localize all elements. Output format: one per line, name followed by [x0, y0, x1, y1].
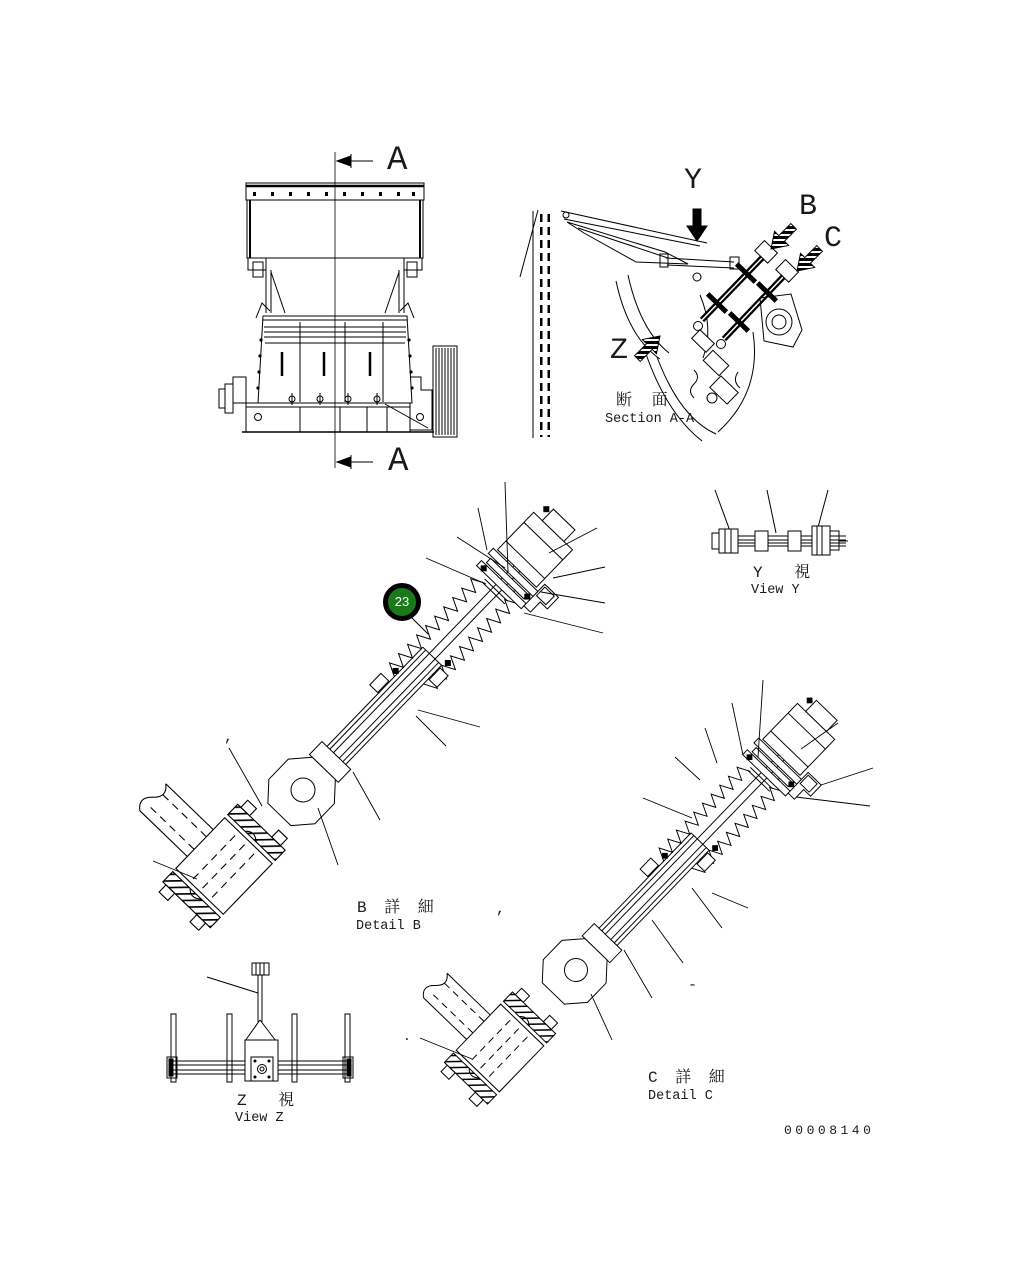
view-label-b: B — [799, 190, 818, 224]
section-label-a-top: A — [387, 142, 408, 180]
detail-b-title-ja: B 詳 細 — [357, 899, 434, 917]
section-arrow-top — [337, 154, 373, 168]
section-arrow-bottom — [337, 455, 373, 469]
detail-b-assembly — [105, 482, 605, 935]
view-label-y: Y — [684, 164, 703, 198]
detail-c-title-ja: C 詳 細 — [648, 1069, 725, 1087]
dot-mark: . — [403, 1029, 411, 1044]
detail-b-title-en: Detail B — [356, 919, 421, 934]
view-arrow-y — [687, 209, 707, 241]
detail-c-title-en: Detail C — [648, 1089, 713, 1104]
view-y-title-ja: Y 視 — [753, 564, 811, 582]
balloon-23[interactable] — [383, 583, 421, 621]
balloon-number: 23 — [394, 594, 410, 609]
comma-mark-left: , — [224, 729, 234, 746]
front-view-drawing — [219, 152, 457, 469]
section-title-en: Section A-A — [605, 412, 695, 427]
view-label-z: Z — [610, 334, 629, 368]
view-z-drawing — [167, 963, 353, 1082]
comma-mark-mid: , — [496, 901, 506, 918]
dash-mark: - — [688, 977, 698, 994]
pulley-stack — [433, 346, 457, 437]
view-y-title-en: View Y — [751, 583, 800, 598]
view-y-drawing — [712, 490, 848, 555]
detail-c-assembly — [391, 680, 873, 1111]
rim-bolts — [253, 192, 415, 196]
section-label-a-bottom: A — [388, 443, 409, 481]
section-aa-drawing — [520, 209, 827, 441]
section-title-ja: 断 面 — [616, 392, 668, 410]
hidden-assembly-c — [391, 940, 561, 1110]
hidden-assembly-b — [105, 748, 293, 935]
view-z-title-en: View Z — [235, 1111, 284, 1126]
tie-rod-c — [717, 260, 799, 349]
drawing-number: 00008140 — [784, 1123, 875, 1138]
view-z-title-ja: Z 視 — [237, 1092, 295, 1110]
view-label-c: C — [824, 222, 843, 256]
